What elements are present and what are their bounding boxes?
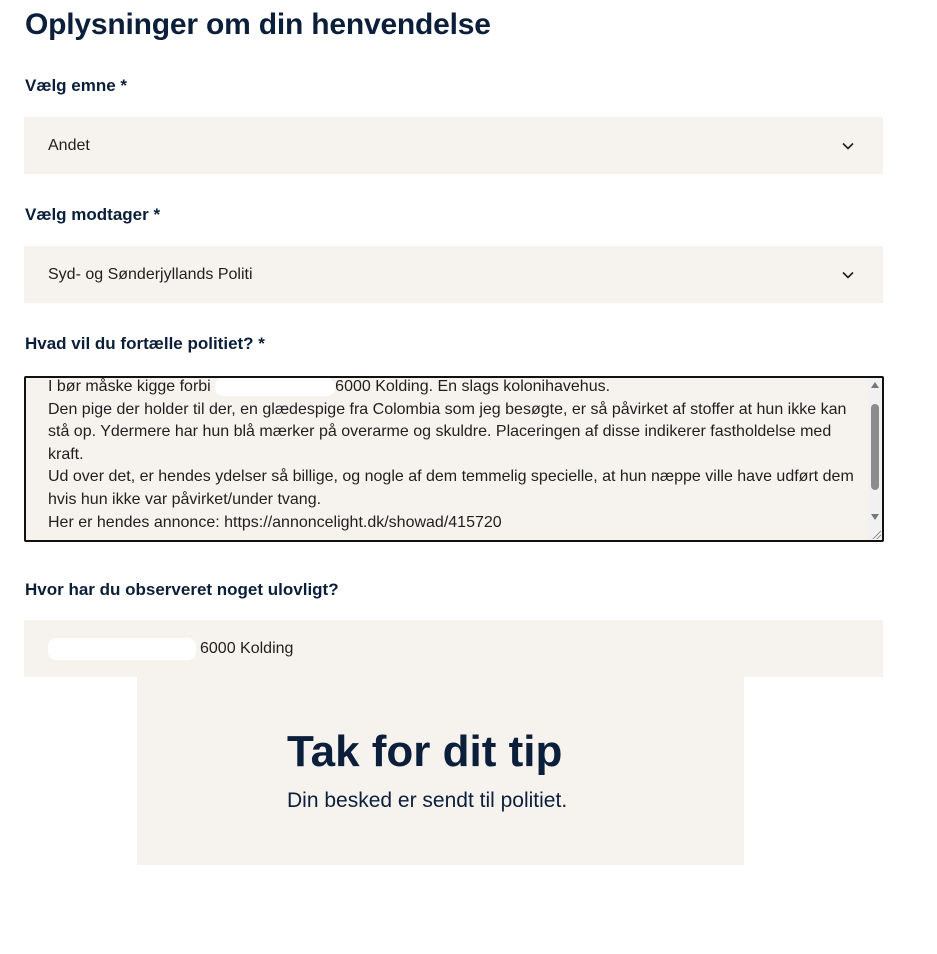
scroll-up-icon[interactable]: [871, 382, 879, 388]
message-textarea[interactable]: [24, 376, 884, 542]
scroll-down-icon[interactable]: [871, 514, 879, 520]
resize-grip-icon[interactable]: [871, 529, 881, 539]
message-line-start: I bør måske kigge forbi: [48, 378, 216, 395]
subject-selected-value: Andet: [48, 136, 90, 154]
confirmation-panel: [137, 677, 744, 865]
message-line-end: 6000 Kolding. En slags kolonihavehus.: [335, 378, 611, 395]
chevron-down-icon: [841, 139, 855, 153]
recipient-selected-value: Syd- og Sønderjyllands Politi: [48, 265, 253, 283]
subject-label: Vælg emne *: [25, 76, 128, 95]
message-body: Den pige der holder til der, en glædespige fra Colombia som jeg besøgte, er så påvirket af stoffer at hun ikke kan stå op. Ydermere har hun blå mærker på overarme og skuldre. Placeringen af disse indikerer fastholdelse med kraft. Ud over det, er hendes ydelser så billige, og nogle af dem temmelig specielle, at hun næppe ville have udført dem hvis hun ikke var påvirket/under tvang. Her er hendes annonce: https://annoncelight.dk/showad/415720: [48, 400, 854, 531]
confirmation-text: Din besked er sendt til politiet.: [287, 789, 568, 812]
location-input[interactable]: [24, 620, 883, 677]
redaction-mark: [215, 378, 335, 396]
location-value: 6000 Kolding: [200, 639, 294, 657]
page-title: Oplysninger om din henvendelse: [25, 8, 491, 41]
chevron-down-icon: [841, 268, 855, 282]
scrollbar-thumb[interactable]: [871, 404, 879, 490]
confirmation-title: Tak for dit tip: [287, 727, 563, 776]
message-text: [48, 376, 858, 534]
textarea-scrollbar[interactable]: [868, 378, 882, 540]
message-label: Hvad vil du fortælle politiet? *: [25, 334, 265, 353]
redaction-mark: [48, 638, 196, 660]
recipient-select[interactable]: [24, 246, 883, 303]
recipient-label: Vælg modtager *: [25, 205, 161, 224]
location-label: Hvor har du observeret noget ulovligt?: [25, 580, 339, 599]
subject-select[interactable]: [24, 117, 883, 174]
